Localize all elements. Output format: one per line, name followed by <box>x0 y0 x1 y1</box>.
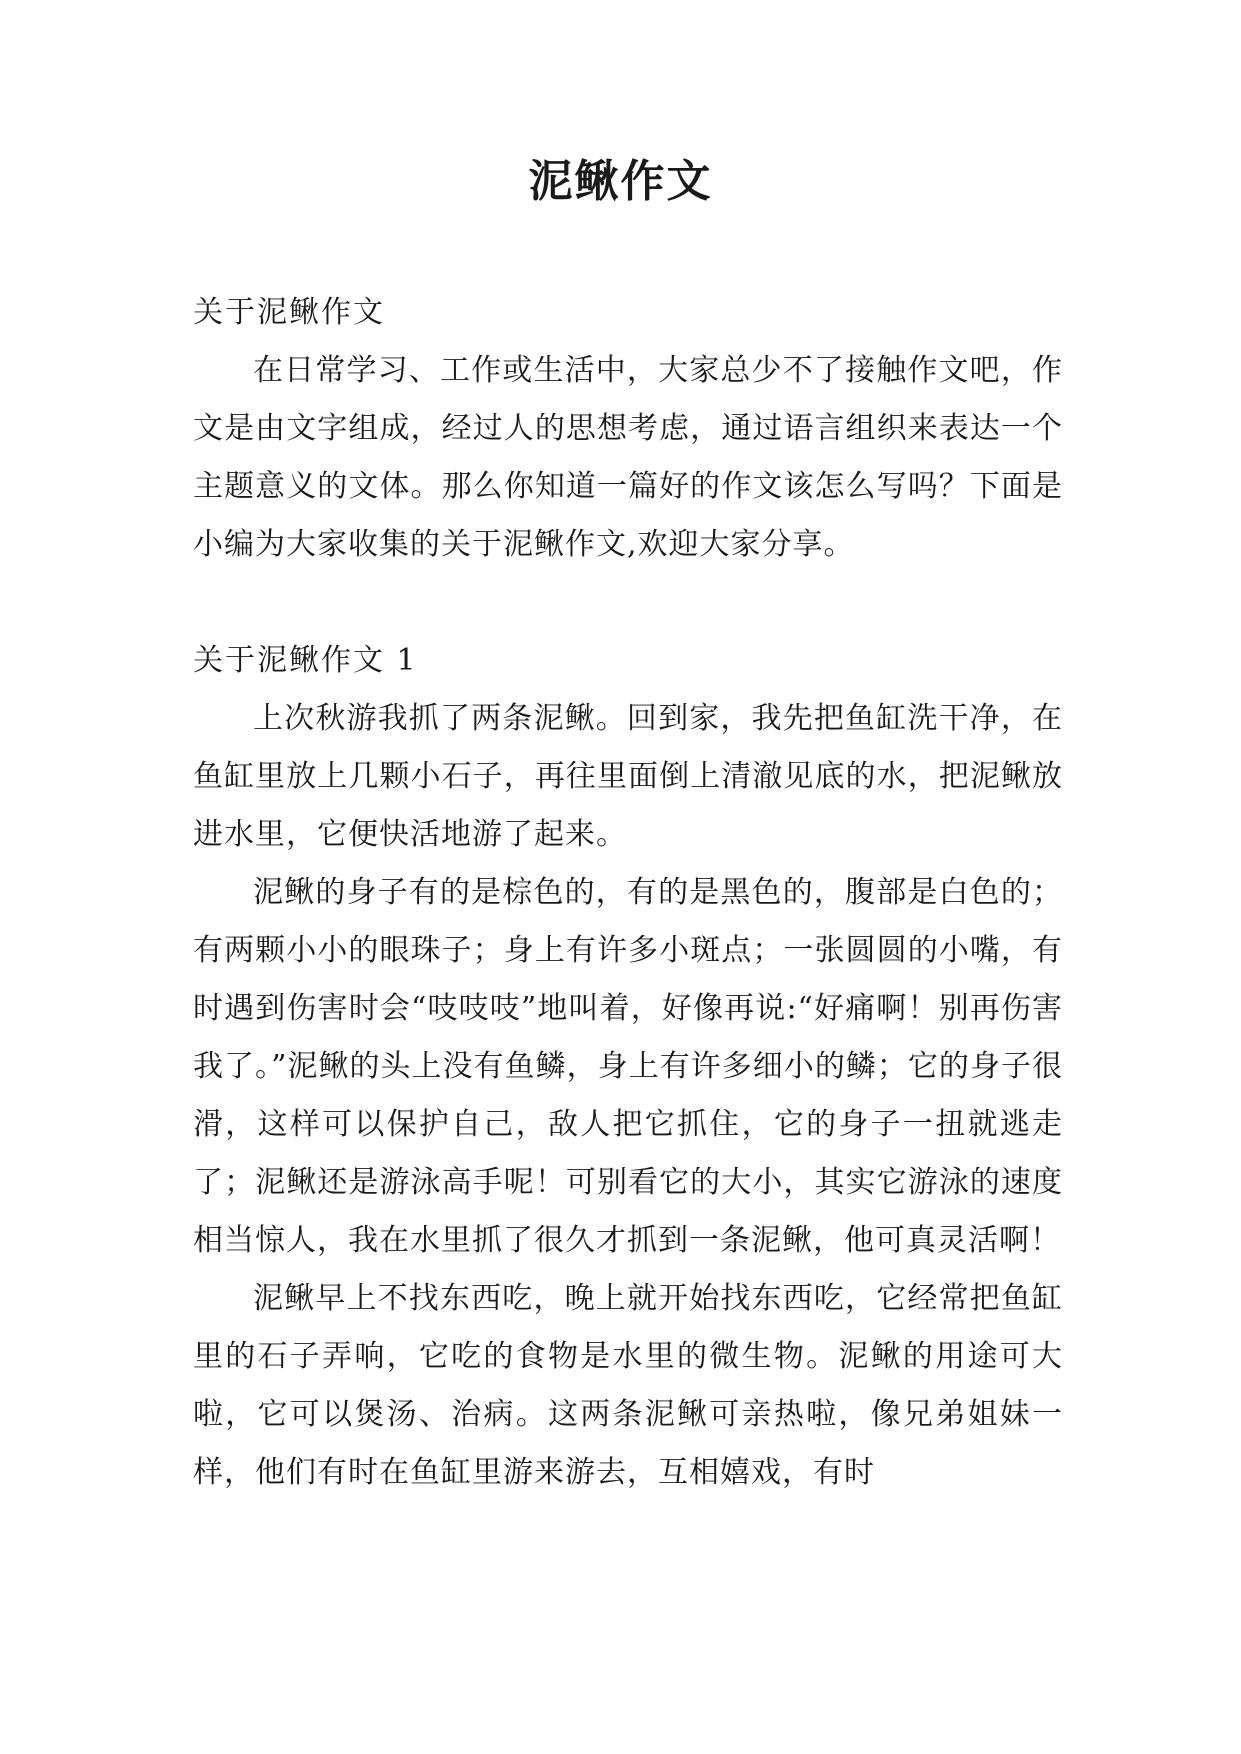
section-intro <box>193 284 1063 574</box>
section-spacer <box>193 574 1063 632</box>
paragraph: 上次秋游我抓了两条泥鳅。回到家，我先把鱼缸洗干净，在鱼缸里放上几颗小石子，再往里面倒上清澈见底的水，把泥鳅放进水里，它便快活地游了起来。 <box>193 701 1063 852</box>
section-heading: 关于泥鳅作文 1 <box>193 643 418 678</box>
section-heading: 关于泥鳅作文 <box>193 295 385 330</box>
paragraph: 泥鳅的身子有的是棕色的，有的是黑色的，腹部是白色的；有两颗小小的眼珠子；身上有许多小斑点；一张圆圆的小嘴，有时遇到伤害时会“吱吱吱”地叫着，好像再说:“好痛啊！别再伤害我了。”泥鳅的头上没有鱼鳞，身上有许多细小的鳞；它的身子很滑，这样可以保护自己，敌人把它抓住，它的身子一扭就逃走了；泥鳅还是游泳高手呢！可别看它的大小，其实它游泳的速度相当惊人，我在水里抓了很久才抓到一条泥鳅，他可真灵活啊！ <box>193 875 1063 1258</box>
document-body <box>193 284 1063 1502</box>
document-title: 泥鳅作文 <box>528 156 713 207</box>
section-essay-1 <box>193 632 1063 1502</box>
paragraph: 在日常学习、工作或生活中，大家总少不了接触作文吧，作文是由文字组成，经过人的思想考虑，通过语言组织来表达一个主题意义的文体。那么你知道一篇好的作文该怎么写吗？下面是小编为大家收集的关于泥鳅作文,欢迎大家分享。 <box>193 353 1063 562</box>
paragraph: 泥鳅早上不找东西吃，晚上就开始找东西吃，它经常把鱼缸里的石子弄响，它吃的食物是水里的微生物。泥鳅的用途可大啦，它可以煲汤、治病。这两条泥鳅可亲热啦，像兄弟姐妹一样，他们有时在鱼缸里游来游去，互相嬉戏，有时 <box>193 1281 1063 1490</box>
